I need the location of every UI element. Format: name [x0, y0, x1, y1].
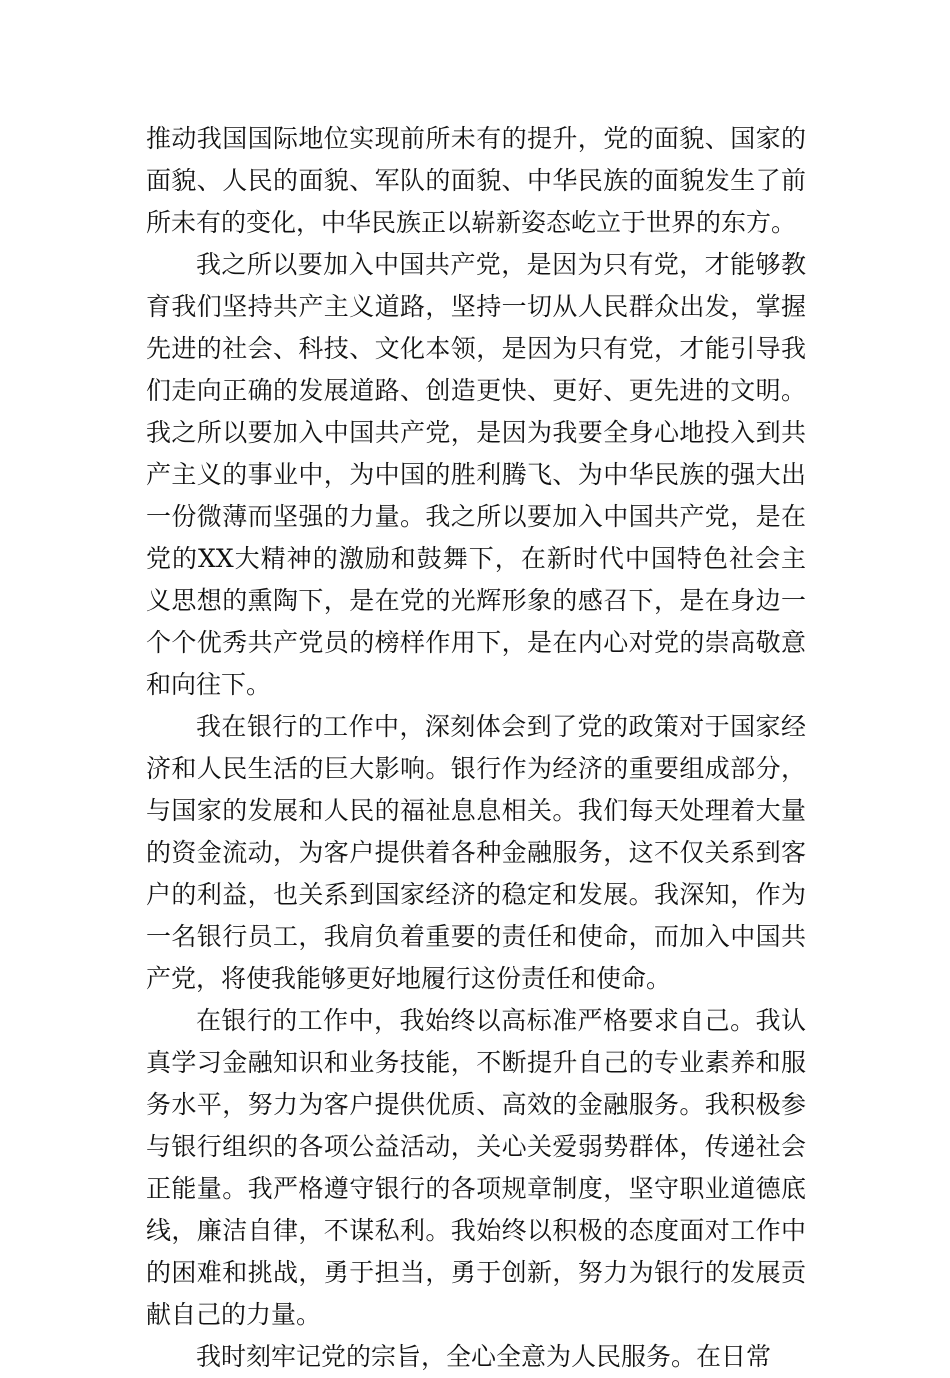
paragraph-1: 推动我国国际地位实现前所未有的提升，党的面貌、国家的面貌、人民的面貌、军队的面貌、中华民族的面貌发生了前所未有的变化，中华民族正以崭新姿态屹立于世界的东方。 [146, 124, 806, 237]
paragraph-5: 我时刻牢记党的宗旨，全心全意为人民服务。在日常 [196, 1342, 772, 1371]
paragraph-3: 我在银行的工作中，深刻体会到了党的政策对于国家经济和人民生活的巨大影响。银行作为经济的重要组成部分，与国家的发展和人民的福祉息息相关。我们每天处理着大量的资金流动，为客户提供着各种金融服务，这不仅关系到客户的利益，也关系到国家经济的稳定和发展。我深知，作为一名银行员工，我肩负着重要的责任和使命，而加入中国共产党，将使我能够更好地履行这份责任和使命。 [146, 712, 806, 993]
paragraph-4: 在银行的工作中，我始终以高标准严格要求自己。我认真学习金融知识和业务技能，不断提升自己的专业素养和服务水平，努力为客户提供优质、高效的金融服务。我积极参与银行组织的各项公益活动，关心关爱弱势群体，传递社会正能量。我严格遵守银行的各项规章制度，坚守职业道德底线，廉洁自律，不谋私利。我始终以积极的态度面对工作中的困难和挑战，勇于担当，勇于创新，努力为银行的发展贡献自己的力量。 [146, 1006, 806, 1329]
paragraph-2: 我之所以要加入中国共产党，是因为只有党，才能够教育我们坚持共产主义道路，坚持一切从人民群众出发，掌握先进的社会、科技、文化本领，是因为只有党，才能引导我们走向正确的发展道路、创造更快、更好、更先进的文明。我之所以要加入中国共产党，是因为我要全身心地投入到共产主义的事业中，为中国的胜利腾飞、为中华民族的强大出一份微薄而坚强的力量。我之所以要加入中国共产党，是在党的XX大精神的激励和鼓舞下，在新时代中国特色社会主义思想的熏陶下，是在党的光辉形象的感召下，是在身边一个个优秀共产党员的榜样作用下，是在内心对党的崇高敬意和向往下。 [146, 250, 806, 699]
document-body [146, 118, 806, 1378]
